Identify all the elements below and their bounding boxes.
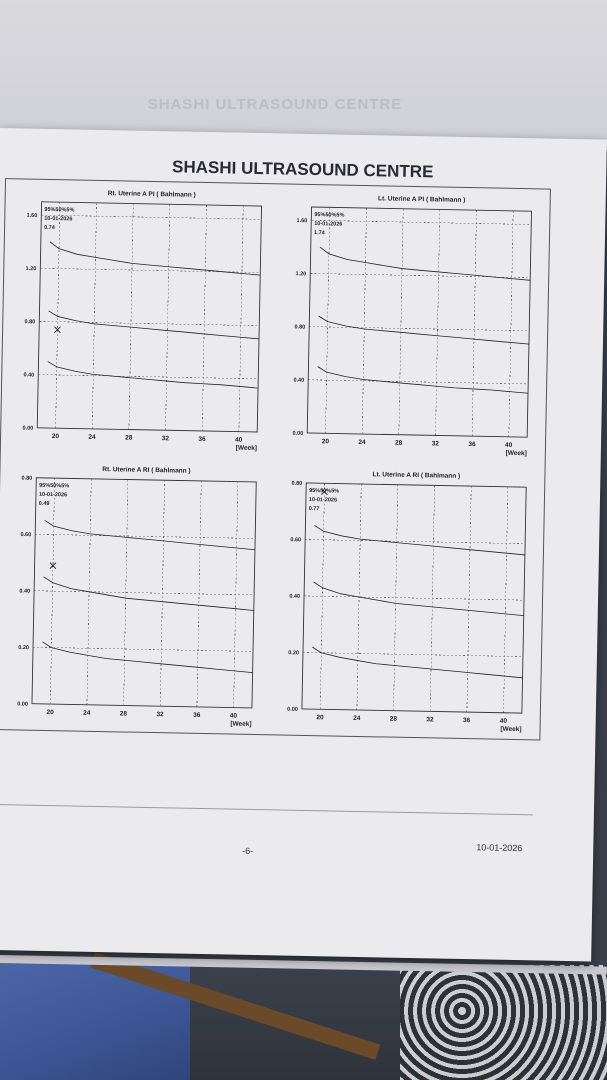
- patterned-object: [400, 965, 607, 1080]
- y-tick-label: 0.20: [288, 650, 300, 657]
- x-tick-label: 24: [353, 714, 361, 723]
- x-gridline: [202, 205, 206, 431]
- y-tick-label: 0.40: [293, 377, 305, 384]
- y-tick-label: 1.60: [26, 212, 38, 220]
- y-tick-label: 0.40: [19, 588, 31, 595]
- y-gridline: [305, 539, 525, 543]
- y-gridline: [308, 380, 528, 384]
- y-gridline: [38, 375, 258, 379]
- x-gridline: [509, 211, 513, 437]
- chart-svg: [273, 190, 540, 463]
- ghost-header-title: SHASHI ULTRASOUND CENTRE: [147, 96, 403, 113]
- x-tick-label: 32: [426, 716, 434, 724]
- y-tick-label: 0.80: [21, 475, 33, 482]
- footer-date: 10-01-2026: [476, 842, 523, 854]
- chart-svg: [267, 466, 534, 739]
- x-gridline: [399, 209, 403, 435]
- y-gridline: [35, 534, 255, 538]
- series-line-50pct: [313, 582, 524, 616]
- x-tick-label: 28: [125, 434, 133, 442]
- chart-title: Lt. Uterine A PI ( Bahlmann ): [378, 195, 466, 204]
- x-tick-label: 40: [504, 441, 513, 449]
- x-gridline: [362, 208, 366, 434]
- y-tick-label: 0.60: [290, 537, 302, 544]
- legend-date: 10-01-2026: [308, 496, 338, 504]
- x-axis-label: [Week]: [505, 449, 527, 458]
- x-gridline: [239, 206, 243, 432]
- y-tick-label: 0.00: [292, 430, 304, 437]
- gridlines: [307, 207, 531, 437]
- y-tick-label: 1.20: [295, 271, 307, 278]
- series-line-5pct: [47, 361, 258, 388]
- y-tick-label: 0.00: [22, 425, 34, 432]
- x-tick-label: 24: [358, 438, 366, 447]
- x-tick-label: 40: [235, 436, 243, 444]
- y-tick-label: 0.00: [287, 706, 298, 713]
- y-tick-label: 0.00: [17, 701, 28, 708]
- legend-percentiles: 95%50%5%: [39, 482, 70, 490]
- series-line-95pct: [319, 247, 530, 280]
- legend-measured-value: 0.77: [308, 505, 320, 513]
- page-title: SHASHI ULTRASOUND CENTRE: [171, 157, 434, 182]
- legend-measured-value: 0.49: [38, 500, 50, 508]
- chart-rt-uterine-pi: [3, 185, 270, 458]
- y-gridline: [34, 591, 254, 595]
- x-tick-label: 20: [316, 714, 324, 722]
- series-line-95pct: [49, 242, 260, 275]
- legend-date: 10-01-2026: [44, 215, 73, 223]
- plot-border: [37, 202, 261, 432]
- x-tick-label: 24: [83, 709, 91, 717]
- legend-percentiles: 95%50%5%: [309, 488, 340, 495]
- x-tick-label: 28: [389, 715, 398, 723]
- gridlines: [37, 202, 261, 432]
- series-line-5pct: [312, 647, 523, 678]
- chart-lt-uterine-pi: [273, 190, 540, 463]
- series-line-5pct: [42, 642, 253, 673]
- y-gridline: [39, 321, 259, 325]
- x-tick-label: 32: [156, 711, 164, 719]
- y-tick-label: 1.60: [296, 218, 308, 225]
- series-line-50pct: [43, 577, 254, 611]
- x-tick-label: 36: [198, 435, 206, 444]
- chart-lt-uterine-ri: [267, 466, 534, 739]
- x-tick-label: 36: [468, 441, 476, 449]
- x-tick-label: 20: [46, 709, 54, 717]
- chart-rt-uterine-ri: [0, 461, 265, 734]
- x-gridline: [166, 204, 170, 430]
- plot-border: [307, 207, 531, 437]
- y-tick-label: 0.80: [24, 319, 36, 326]
- y-gridline: [311, 220, 531, 224]
- x-tick-label: 32: [161, 435, 170, 443]
- y-tick-label: 0.20: [18, 644, 30, 652]
- x-tick-label: 36: [193, 711, 201, 719]
- legend-date: 10-01-2026: [38, 491, 68, 499]
- legend-percentiles: 95%50%5%: [314, 212, 345, 219]
- x-tick-label: 40: [229, 712, 238, 720]
- y-tick-label: 0.80: [291, 480, 303, 487]
- legend-measured-value: 1.74: [313, 230, 325, 237]
- x-tick-label: 40: [499, 717, 508, 725]
- x-tick-label: 28: [395, 439, 403, 447]
- y-gridline: [33, 647, 253, 651]
- x-gridline: [92, 203, 96, 429]
- x-axis-label: [Week]: [230, 720, 252, 728]
- chart-title: Rt. Uterine A PI ( Bahlmann ): [107, 190, 196, 199]
- y-tick-label: 0.60: [20, 531, 32, 539]
- legend-measured-value: 0.74: [44, 224, 55, 232]
- x-gridline: [472, 210, 476, 436]
- x-tick-label: 20: [321, 438, 330, 446]
- x-gridline: [436, 209, 440, 435]
- chart-title: Rt. Uterine A RI ( Bahlmann ): [102, 466, 191, 475]
- gridlines: [302, 483, 526, 713]
- y-tick-label: 0.40: [289, 593, 301, 600]
- page-number: -6-: [242, 845, 254, 856]
- x-axis-label: [Week]: [235, 444, 257, 452]
- chart-svg: [0, 461, 265, 734]
- legend-date: 10-01-2026: [314, 221, 343, 228]
- footer-divider: [0, 804, 533, 815]
- previous-page-sheet: [0, 0, 607, 150]
- y-gridline: [304, 596, 524, 600]
- y-tick-label: 1.20: [25, 265, 37, 273]
- x-tick-label: 20: [51, 433, 60, 441]
- gridlines: [32, 478, 256, 708]
- report-page: [0, 128, 607, 962]
- chart-title: Lt. Uterine A RI ( Bahlmann ): [372, 471, 461, 480]
- x-tick-label: 36: [463, 717, 471, 725]
- y-tick-label: 0.80: [294, 324, 306, 331]
- x-tick-label: 24: [88, 433, 96, 441]
- y-gridline: [41, 215, 261, 219]
- series-line-5pct: [317, 367, 528, 394]
- legend-percentiles: 95%50%5%: [44, 206, 75, 214]
- x-tick-label: 28: [119, 710, 128, 718]
- y-gridline: [309, 327, 529, 331]
- x-axis-label: [Week]: [500, 725, 522, 734]
- x-tick-label: 32: [431, 440, 440, 448]
- y-tick-label: 0.40: [23, 372, 35, 379]
- x-gridline: [129, 204, 133, 430]
- chart-svg: [3, 185, 270, 458]
- charts-frame: [0, 178, 551, 740]
- y-gridline: [303, 652, 523, 656]
